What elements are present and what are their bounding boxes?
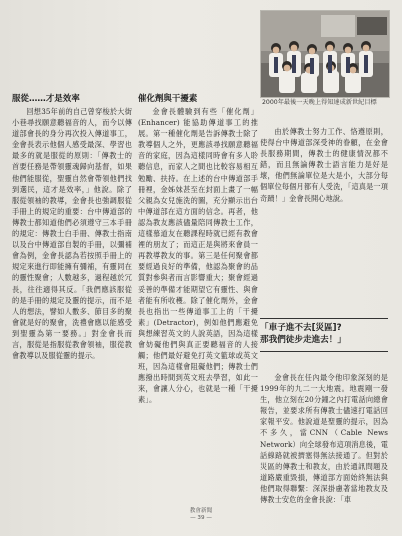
photo-caption: 2000年最後一天晚上得知達成新世紀目標 <box>262 99 377 106</box>
footer-page-number: — 39 — <box>190 515 212 521</box>
section-heading-enhancers: 催化劑與干擾素 <box>138 93 198 103</box>
paragraph-earthquake: 金會長在任內最令他印象深刻的是1999年的九二一大地震。地震剛一發生，他立刻在20分鐘之內打電話向總會報告，並要求所有傳教士儘速打電話回家報平安。他說道是聖靈的提示，因為不多久，當CNN（Cable News Network）向全球發布這項消息後，電話線路就被擠塞得無法接通了。但對於災區的傳教士和教友，由於通訊問題及道路嚴重毀損，傳道部方面始終無法與他們取得聯繫：深深掛慮著當地教友及傳教士安危的金會長說：「車 <box>260 373 388 505</box>
group-photo-image <box>261 11 389 97</box>
page-footer <box>0 508 402 522</box>
paragraph-enhancers: 金會長體驗到有些「催化劑」(Enhancer) 能協助傳道事工的推展。第一種催化劑是告訴傳教士除了教導個人之外，更應該尋找願意聽福音的家庭，因為這樣同時會有多人聆聽信息，而家人之間也比較容易相互勉勵、扶持。在上述的台中傳道部手冊裡，金姊妹甚至在封面上畫了一幅父親為女兒施洗的圖，充分顯示出台中傳道部在這方面的信念。再者，他認為教友應該儘量陪同傳教士工作，這樣慕道友在聽課程時就已經有教會裡的朋友了；而這正是與將來會員一再教導教友的事。第三是任何聚會都要經過良好的準備，他認為聚會的品質對參與者而言影響重大；聚會經過妥善的準備才能期望它有靈性、與會者能有所收穫。除了催化劑外，金會長也指出一些傳道事工上的「干擾素」(Detractor)，例如他們應避免與想練習英文的人說英語，因為這樣會妨礙他們與真正要聽福音的人接觸；他們最好避免打英文籃球或英文班，因為這樣會阻礙他們；傳教士們應撥出時間到英文班去學習，如此一來，會讓人分心，也就是一種「干擾素」。 <box>138 107 258 405</box>
group-photo <box>260 10 390 98</box>
pull-quote-line-2: 那我們徒步走進去！」 <box>260 335 346 346</box>
column-earthquake <box>260 372 388 505</box>
pull-quote <box>260 318 388 352</box>
column-miracle <box>260 126 388 204</box>
column-enhancers <box>138 92 258 406</box>
paragraph-miracle: 由於傳教士努力工作、恪遵原則，使得台中傳道部深受神的眷顧，在金會長服務期間，傳教士的健康情況都不錯，而且無論傳教士語言能力是好是壞，他們無論單位是大是小，大部分每個單位每個月都有人受洗，「這真是一項奇蹟！」金會長開心地說。 <box>260 127 388 203</box>
column-obedience <box>12 92 132 361</box>
footer-magazine-name: 教會新聞 <box>189 508 213 514</box>
paragraph-obedience: 回想35年前的自己曾穿梭於大街小巷尋找願意聽福音的人，而今以傳道部會長的身分再次投入傳道事工，金會長表示他個人感受最深、學習也最多的就是服從的原則：「傳教士的首要任務是帶領靈魂歸向基督，如果他們能服從，聖靈自然會帶領他們找到選民，這才是效率，」他說。除了服從領袖的教導，金會長也強調服從手冊上的規定的重要：台中傳道部的傳教士都知道他們必須遵守三本手冊的規定：傳教士白手冊、傳教士指南以及台中傳道部自製的手冊，以彌補會為例，金會長認為若按照手冊上的規定來進行即能擁有彌補，有靈同在的靈性聚會；人數越多，過程越於冗長，往往適得其反。「我們應該服從的是手冊的規定及靈的提示，而不是人的想法，譬如人數多、節目多的聚會就是好的聚會，洗禮會應以能感受到聖靈為第一要務。」對金會長而言，服從是指服從教會領袖，服從教會教導以及服從靈的提示。 <box>12 107 132 361</box>
pull-quote-line-1: 「車子進不去[災區]? <box>260 323 342 333</box>
section-heading-obedience: 服從……才是效率 <box>12 93 80 103</box>
